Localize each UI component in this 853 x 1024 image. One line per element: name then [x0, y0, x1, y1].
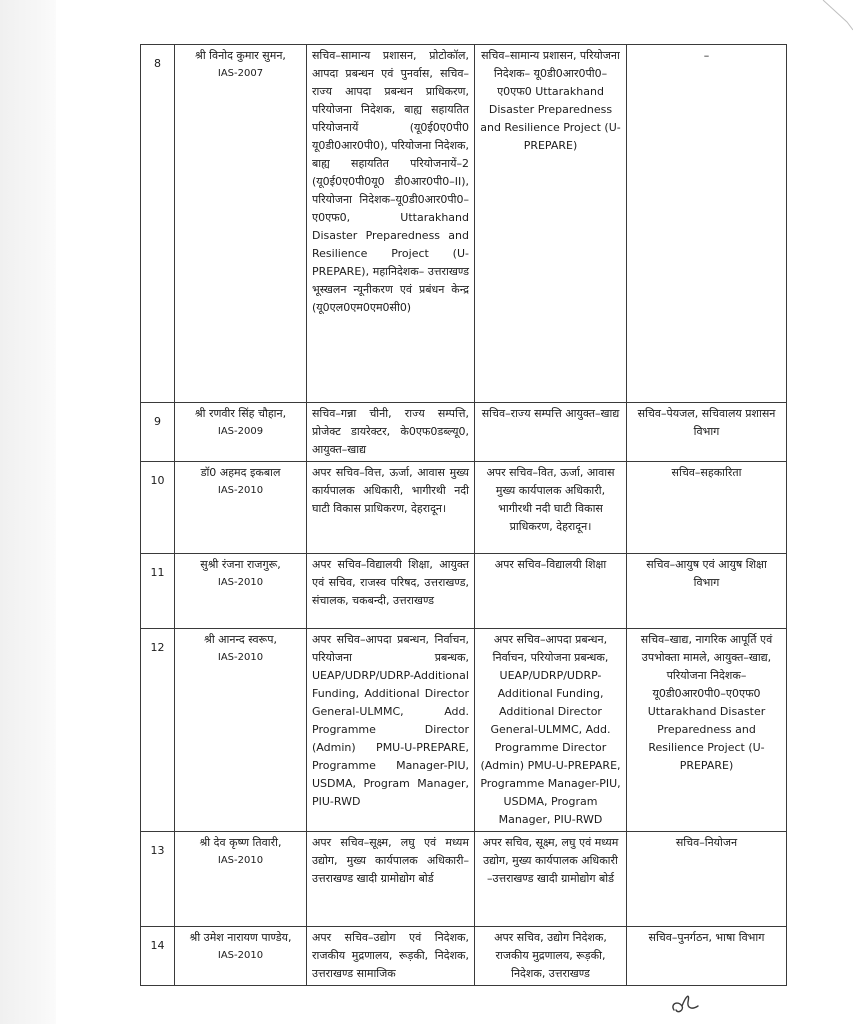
retained-posting: सचिव–सामान्य प्रशासन, परियोजना निदेशक– यू0डी0आर0पी0–ए0एफ0 Uttarakhand Disaster Preparedness and Resilience Project (U-PREPARE): [475, 45, 627, 403]
table-row: [141, 554, 787, 629]
officer-name: डॉ0 अहमद इकबाल: [200, 466, 281, 479]
current-posting: सचिव–गन्ना चीनी, राज्य सम्पत्ति, प्रोजेक्ट डायरेक्टर, के0एफ0डब्ल्यू0, आयुक्त–खाद्य: [307, 403, 475, 462]
officer-batch: IAS-2010: [217, 652, 264, 663]
new-posting: सचिव–नियोजन: [627, 832, 787, 927]
officer-batch: IAS-2010: [217, 855, 264, 866]
new-posting: सचिव–सहकारिता: [627, 462, 787, 554]
table-row: [141, 927, 787, 986]
officer-name-cell: [175, 927, 307, 986]
officer-transfer-table: [140, 44, 787, 986]
officer-name-cell: [175, 462, 307, 554]
page-left-margin: [0, 0, 56, 1024]
current-posting: सचिव–सामान्य प्रशासन, प्रोटोकॉल, आपदा प्रबन्धन एवं पुनर्वास, सचिव–राज्य आपदा प्रबन्धन प्राधिकरण, परियोजना निदेशक, बाह्य सहायतित परियोजनायें (यू0ई0ए0पी0 यू0डी0आर0पी0), परियोजना निदेशक, बाह्य सहायतित परियोजनायें–2 (यू0ई0ए0पी0यू0 डी0आर0पी0–II), परियोजना निदेशक–यू0डी0आर0पी0–ए0एफ0, Uttarakhand Disaster Preparedness and Resilience Project (U-PREPARE), महानिदेशक– उत्तराखण्ड भूस्खलन न्यूनीकरण एवं प्रबंधन केन्द्र (यू0एल0एम0एम0सी0): [307, 45, 475, 403]
officer-batch: IAS-2010: [217, 485, 264, 496]
new-posting: सचिव–पेयजल, सचिवालय प्रशासन विभाग: [627, 403, 787, 462]
retained-posting: अपर सचिव, उद्योग निदेशक, राजकीय मुद्रणालय, रूड़की, निदेशक, उत्तराखण्ड: [475, 927, 627, 986]
retained-posting: अपर सचिव–वित, ऊर्जा, आवास मुख्य कार्यपालक अधिकारी, भागीरथी नदी घाटी विकास प्राधिकरण, देहरादून।: [475, 462, 627, 554]
corner-fold-mark: [797, 0, 853, 40]
current-posting: अपर सचिव–उद्योग एवं निदेशक, राजकीय मुद्रणालय, रूड़की, निदेशक, उत्तराखण्ड सामाजिक: [307, 927, 475, 986]
table-row: [141, 462, 787, 554]
officer-name: सुश्री रंजना राजगुरू,: [200, 558, 281, 571]
new-posting: सचिव–आयुष एवं आयुष शिक्षा विभाग: [627, 554, 787, 629]
officer-name-cell: [175, 45, 307, 403]
retained-posting: अपर सचिव, सूक्ष्म, लघु एवं मध्यम उद्योग, मुख्य कार्यपालक अधिकारी –उत्तराखण्ड खादी ग्रामोद्योग बोर्ड: [475, 832, 627, 927]
officer-name-cell: [175, 403, 307, 462]
officer-batch: IAS-2009: [217, 426, 264, 437]
current-posting: अपर सचिव–सूक्ष्म, लघु एवं मध्यम उद्योग, मुख्य कार्यपालक अधिकारी–उत्तराखण्ड खादी ग्रामोद्योग बोर्ड: [307, 832, 475, 927]
serial-number: 11: [141, 554, 175, 629]
serial-number: 14: [141, 927, 175, 986]
officer-batch: IAS-2010: [217, 950, 264, 961]
table-row: [141, 45, 787, 403]
officer-batch: IAS-2010: [217, 577, 264, 588]
officer-name: श्री उमेश नारायण पाण्डेय,: [189, 931, 292, 944]
current-posting: अपर सचिव–विद्यालयी शिक्षा, आयुक्त एवं सचिव, राजस्व परिषद, उत्तराखण्ड, संचालक, चकबन्दी, उत्तराखण्ड: [307, 554, 475, 629]
serial-number: 8: [141, 45, 175, 403]
officer-name-cell: [175, 554, 307, 629]
officer-name: श्री देव कृष्ण तिवारी,: [199, 836, 282, 849]
officer-name-cell: [175, 629, 307, 832]
table-row: [141, 629, 787, 832]
handwritten-initials-mark: [668, 988, 708, 1018]
current-posting: अपर सचिव–आपदा प्रबन्धन, निर्वाचन, परियोजना प्रबन्धक, UEAP/UDRP/UDRP-Additional Funding, Additional Director General-ULMMC, Add. Programme Director (Admin) PMU-U-PREPARE, Programme Manager-PIU, USDMA, Program Manager, PIU-RWD: [307, 629, 475, 832]
current-posting: अपर सचिव–वित्त, ऊर्जा, आवास मुख्य कार्यपालक अधिकारी, भागीरथी नदी घाटी विकास प्राधिकरण, देहरादून।: [307, 462, 475, 554]
new-posting: सचिव–पुनर्गठन, भाषा विभाग: [627, 927, 787, 986]
serial-number: 13: [141, 832, 175, 927]
table-row: [141, 403, 787, 462]
new-posting: –: [627, 45, 787, 403]
officer-name: श्री विनोद कुमार सुमन,: [195, 49, 286, 62]
serial-number: 9: [141, 403, 175, 462]
retained-posting: अपर सचिव–विद्यालयी शिक्षा: [475, 554, 627, 629]
officer-name-cell: [175, 832, 307, 927]
serial-number: 12: [141, 629, 175, 832]
officer-batch: IAS-2007: [217, 68, 264, 79]
table-row: [141, 832, 787, 927]
retained-posting: अपर सचिव–आपदा प्रबन्धन, निर्वाचन, परियोजना प्रबन्धक, UEAP/UDRP/UDRP-Additional Funding, Additional Director General-ULMMC, Add. Programme Director (Admin) PMU-U-PREPARE, Programme Manager-PIU, USDMA, Program Manager, PIU-RWD: [475, 629, 627, 832]
new-posting: सचिव–खाद्य, नागरिक आपूर्ति एवं उपभोक्ता मामले, आयुक्त–खाद्य, परियोजना निदेशक– यू0डी0आर0पी0–ए0एफ0 Uttarakhand Disaster Preparedness and Resilience Project (U-PREPARE): [627, 629, 787, 832]
serial-number: 10: [141, 462, 175, 554]
officer-name: श्री आनन्द स्वरूप,: [204, 633, 277, 646]
officer-name: श्री रणवीर सिंह चौहान,: [194, 407, 287, 420]
retained-posting: सचिव–राज्य सम्पत्ति आयुक्त–खाद्य: [475, 403, 627, 462]
